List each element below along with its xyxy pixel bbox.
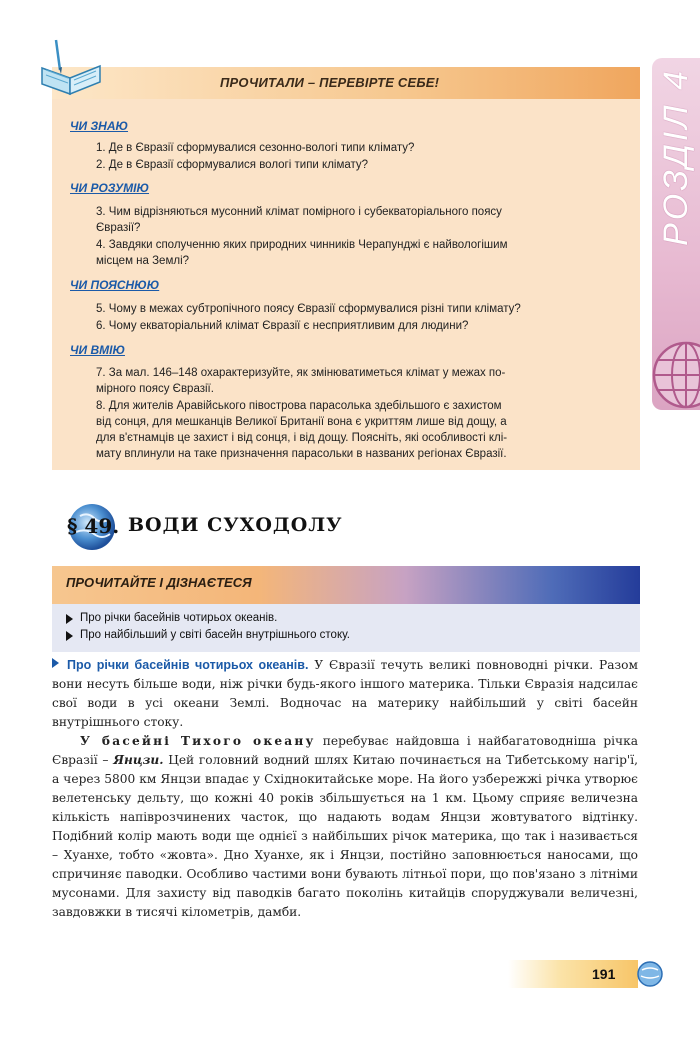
quiz-question: 5. Чому в межах субтропічного поясу Євразії сформувалися різні типи клімату? xyxy=(96,303,521,315)
quiz-group-label-understand: ЧИ РОЗУМІЮ xyxy=(70,181,150,195)
paragraph-text: У Євразії течуть великі повноводні річки. Разом вони несуть більше води, ніж річки будь-якого іншого материка. Тільки Євразія надсилає свої води в усі океани Землі. Водночас на материку найбільший у світі басейн внутрішнього стоку. xyxy=(52,658,638,729)
emphasis-text: У басейні Тихого океану xyxy=(80,734,316,748)
quiz-question: 4. Завдяки сполученню яких природних чинників Черапунджі є найвологішим xyxy=(96,239,508,251)
page-globe-icon xyxy=(636,960,664,988)
paragraph xyxy=(52,732,638,922)
paragraph-bullet-icon xyxy=(52,658,59,668)
quiz-question: 3. Чим відрізняються мусонний клімат помірного і субекваторіального поясу xyxy=(96,206,502,218)
section-title: ВОДИ СУХОДОЛУ xyxy=(128,514,343,536)
section-number: § 49. xyxy=(67,514,120,538)
quiz-question: мату вплинули на таке призначення парасольки в названих регіонах Євразії. xyxy=(96,448,507,460)
quiz-group-label-can: ЧИ ВМІЮ xyxy=(70,343,125,357)
quiz-group-label-explain: ЧИ ПОЯСНЮЮ xyxy=(70,278,160,292)
bullet-icon xyxy=(66,614,73,624)
paragraph-heading: Про річки басейнів чотирьох океанів. xyxy=(67,658,309,672)
paragraph xyxy=(52,656,638,732)
quiz-question: 1. Де в Євразії сформувалися сезонно-вологі типи клімату? xyxy=(96,142,415,154)
page-number: 191 xyxy=(592,966,616,982)
paragraph-text: Цей головний водний шлях Китаю починається на Тибетському нагір'ї, а через 5800 км Янцзи впадає у Східнокитайське море. На його узбережжі річка утворює велетенську дельту, що кожні 40 років збільшується на 1 км. Цьому сприяє величезна кількість напіврозчинених часток, що надають водам Янцзи жовтуватого відтінку. Подібний колір мають води ще однієї з найбільших річок материка, що так і називається – Хуанхе, тобто «жовта». Дно Хуанхе, як і Янцзи, постійно заповнюється наносами, що спричиняє паводки. Особливо частими вони бувають літньої пори, що пов'язано з літніми мусонами. Для захисту від паводків багато поколінь китайців споруджували величезні, завдовжки в тисячі кілометрів, дамби. xyxy=(52,753,639,919)
paragraph-text: перебуває найдовша і найбагатоводніша річка Євразії – xyxy=(52,734,638,767)
quiz-question: від сонця, для мешканців Великої Британії вона є укриттям лише від дощу, а xyxy=(96,416,507,428)
footer-bar xyxy=(508,960,638,988)
quiz-question: для в'єтнамців це захист і від сонця, і від дощу. Поясніть, які особливості клі- xyxy=(96,432,508,444)
chapter-label: РОЗДІЛ 4 xyxy=(656,68,695,246)
quiz-question: 8. Для жителів Аравійського півострова парасолька здебільшого є захистом xyxy=(96,400,502,412)
open-book-icon xyxy=(38,38,106,98)
bullet-icon xyxy=(66,631,73,641)
main-text xyxy=(52,656,638,922)
river-name: Янцзи. xyxy=(113,753,164,767)
quiz-question: Євразії? xyxy=(96,222,141,234)
globe-icon xyxy=(650,340,700,410)
learn-item: Про річки басейнів чотирьох океанів. xyxy=(80,612,278,624)
quiz-group-label-know: ЧИ ЗНАЮ xyxy=(70,119,129,133)
learn-item: Про найбільший у світі басейн внутрішнього стоку. xyxy=(80,629,350,641)
self-check-title: ПРОЧИТАЛИ – ПЕРЕВІРТЕ СЕБЕ! xyxy=(220,75,440,90)
quiz-question: 6. Чому екваторіальний клімат Євразії є несприятливим для людини? xyxy=(96,320,469,332)
read-learn-title: ПРОЧИТАЙТЕ І ДІЗНАЄТЕСЯ xyxy=(66,575,252,590)
quiz-question: мірного поясу Євразії. xyxy=(96,383,214,395)
quiz-question: місцем на Землі? xyxy=(96,255,190,267)
quiz-question: 2. Де в Євразії сформувалися вологі типи клімату? xyxy=(96,159,369,171)
quiz-question: 7. За мал. 146–148 охарактеризуйте, як змінюватиметься клімат у межах по- xyxy=(96,367,506,379)
